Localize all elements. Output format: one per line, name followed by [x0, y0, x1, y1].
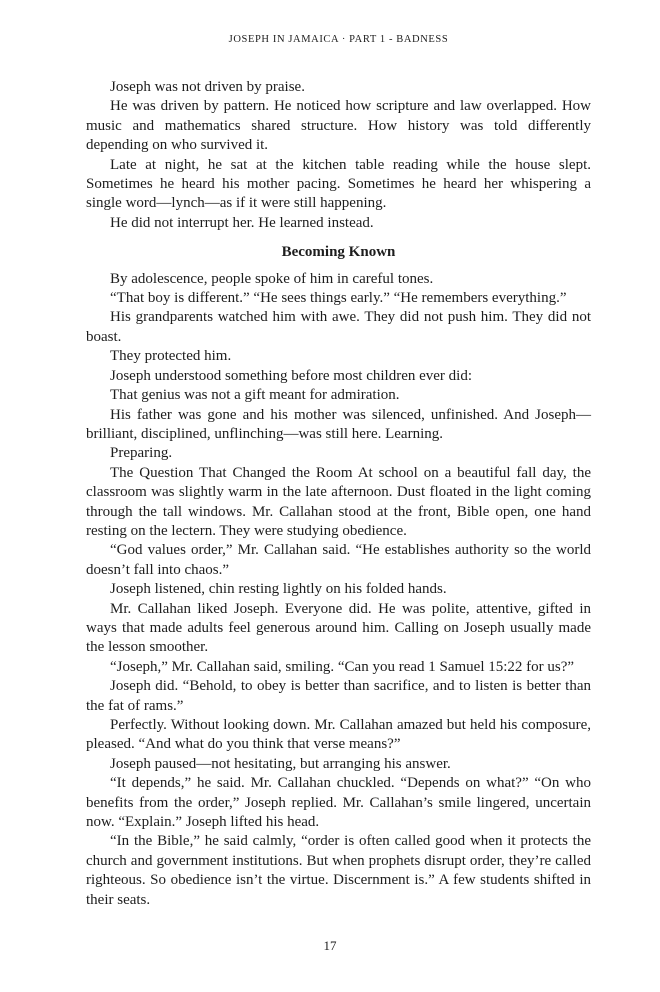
paragraph: Joseph did. “Behold, to obey is better than sacrifice, and to listen is better than the fat of rams.” — [86, 678, 591, 714]
paragraph: “Joseph,” Mr. Callahan said, smiling. “Can you read 1 Samuel 15:22 for us?” — [110, 658, 575, 675]
paragraph: Joseph understood something before most children ever did: — [110, 367, 473, 384]
section-heading: Becoming Known — [281, 244, 396, 261]
paragraph: Preparing. — [110, 445, 173, 462]
body-text — [86, 78, 591, 910]
paragraph: “God values order,” Mr. Callahan said. “He establishes authority so the world doesn’t fall into chaos.” — [86, 542, 591, 578]
paragraph: The Question That Changed the Room At school on a beautiful fall day, the classroom was slightly warm in the late afternoon. Dust floated in the light coming through the tall windows. Mr. Callahan stood at the front, Bible open, one hand resting on the lectern. They were studying obedience. — [86, 464, 591, 539]
paragraph: By adolescence, people spoke of him in careful tones. — [110, 270, 434, 287]
paragraph: They protected him. — [110, 348, 232, 365]
paragraph: “It depends,” he said. Mr. Callahan chuckled. “Depends on what?” “On who benefits from the order,” Joseph replied. Mr. Callahan’s smile lingered, uncertain now. “Explain.” Joseph lifted his head. — [86, 775, 591, 831]
paragraph: His father was gone and his mother was silenced, unfinished. And Joseph—brilliant, disciplined, unflinching—was still here. Learning. — [86, 406, 591, 442]
paragraph: His grandparents watched him with awe. They did not push him. They did not boast. — [86, 309, 591, 345]
paragraph: Joseph paused—not hesitating, but arranging his answer. — [110, 755, 451, 772]
paragraph: “In the Bible,” he said calmly, “order is often called good when it protects the church and government institutions. But when prophets disrupt order, they’re called righteous. So obedience isn’t the virtue. Discernment is.” A few students shifted in their seats. — [86, 833, 591, 908]
paragraph: That genius was not a gift meant for admiration. — [110, 387, 400, 404]
paragraph: Mr. Callahan liked Joseph. Everyone did. He was polite, attentive, gifted in ways that made adults feel generous around him. Calling on Joseph usually made the lesson smoother. — [86, 600, 591, 656]
paragraph: He did not interrupt her. He learned instead. — [110, 214, 374, 231]
paragraph: Joseph listened, chin resting lightly on his folded hands. — [110, 581, 447, 598]
paragraph: “That boy is different.” “He sees things early.” “He remembers everything.” — [110, 290, 567, 307]
paragraph: Joseph was not driven by praise. — [110, 79, 305, 95]
page-number: 17 — [323, 938, 337, 953]
paragraph: Late at night, he sat at the kitchen table reading while the house slept. Sometimes he heard his mother pacing. Sometimes he heard her whispering a single word—lynch—as if it were still happening. — [86, 156, 591, 212]
paragraph: Perfectly. Without looking down. Mr. Callahan amazed but held his composure, pleased. “And what do you think that verse means?” — [86, 717, 591, 753]
running-head: JOSEPH IN JAMAICA · PART 1 - BADNESS — [228, 34, 449, 45]
paragraph: He was driven by pattern. He noticed how scripture and law overlapped. How music and mathematics shared structure. How history was told differently depending on who survived it. — [86, 98, 591, 154]
